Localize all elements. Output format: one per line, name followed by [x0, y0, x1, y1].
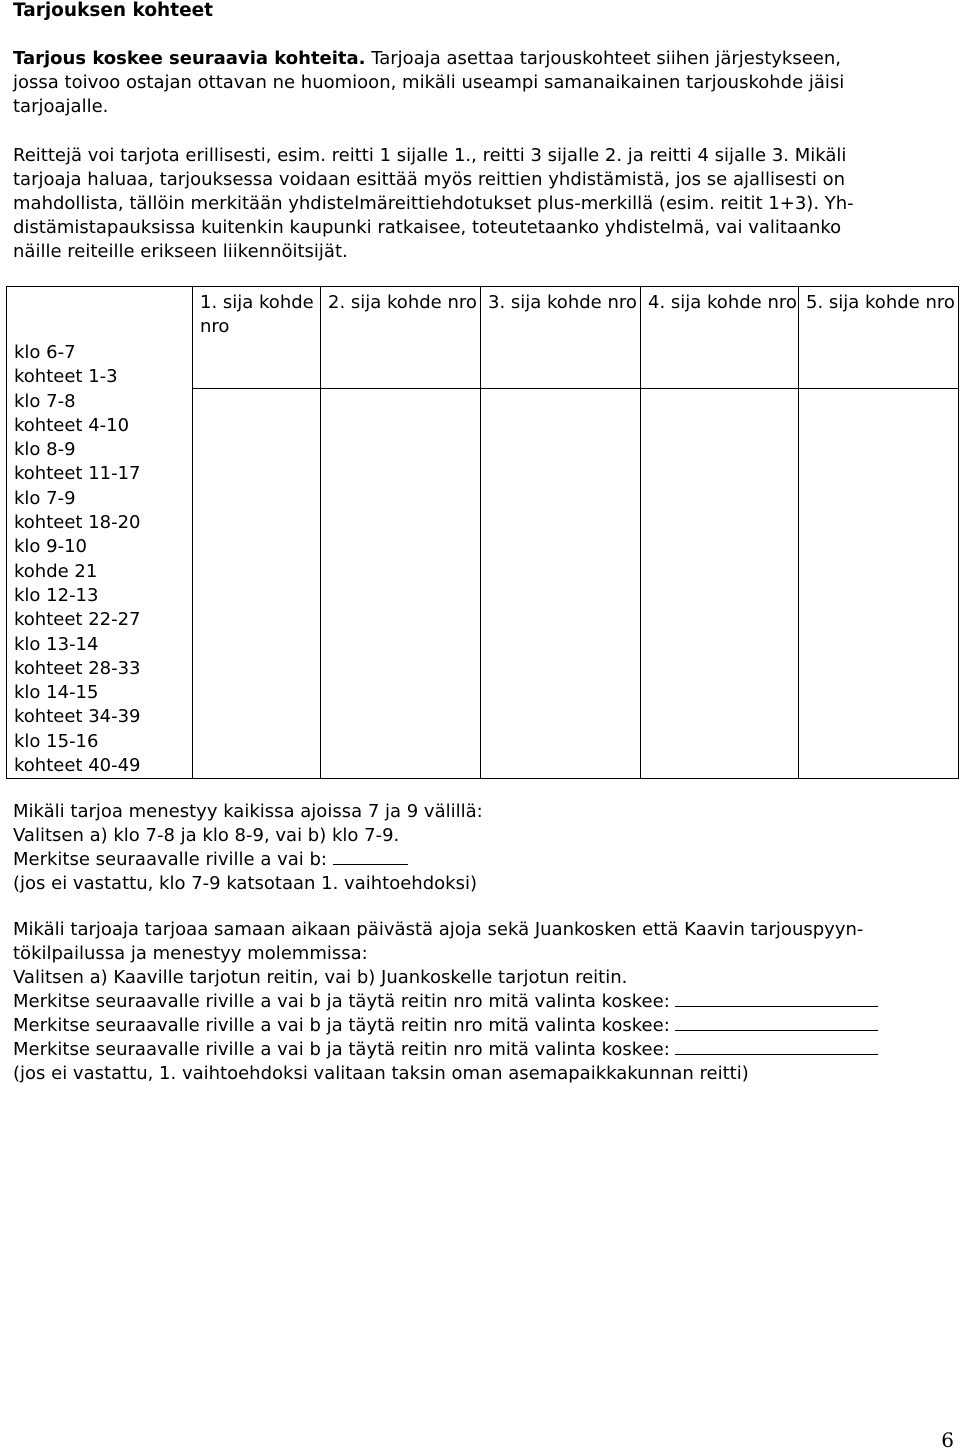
time-slot-line: kohteet 28-33: [14, 657, 141, 679]
section2-line-4: (jos ei vastattu, klo 7-9 katsotaan 1. vaihtoehdoksi): [13, 873, 477, 894]
time-slot-line: kohteet 1-3: [14, 366, 118, 388]
time-slot-line: klo 12-13: [14, 584, 99, 606]
page-number: 6: [941, 1428, 954, 1452]
answer-blank-ab[interactable]: [333, 848, 408, 865]
routes-line-2: tarjoaja haluaa, tarjouksessa voidaan esittää myös reittien yhdistämistä, jos se ajallisesti on: [13, 169, 846, 190]
time-slot-line: kohde 21: [14, 560, 98, 582]
section3-line-1: Mikäli tarjoaja tarjoaa samaan aikaan päivästä ajoja sekä Juankosken että Kaavin tarjouspyyn-: [13, 919, 864, 940]
section3-prompt-1: Merkitse seuraavalle riville a vai b ja täytä reitin nro mitä valinta koskee:: [13, 991, 676, 1012]
header-rank-4: 4. sija kohde nro: [641, 287, 799, 389]
section2-line-3: [13, 848, 408, 872]
time-slot-list: [14, 291, 192, 778]
section3-mark-line-1: [13, 990, 878, 1014]
section3-mark-line-3: [13, 1038, 878, 1062]
section3-line-3: Valitsen a) Kaaville tarjotun reitin, vai b) Juankoskelle tarjotun reitin.: [13, 967, 628, 988]
time-slot-line: klo 15-16: [14, 730, 99, 752]
header-rank-2: 2. sija kohde nro: [321, 287, 481, 389]
time-slot-line: klo 14-15: [14, 682, 99, 704]
table-header-row: [7, 287, 959, 389]
answer-blank-route-1[interactable]: [675, 990, 878, 1007]
entry-rank-5[interactable]: [799, 389, 959, 779]
answer-blank-route-2[interactable]: [675, 1014, 878, 1031]
section3-prompt-2: Merkitse seuraavalle riville a vai b ja täytä reitin nro mitä valinta koskee:: [13, 1015, 676, 1036]
time-slot-cell: [7, 287, 193, 779]
time-slot-line: kohteet 40-49: [14, 755, 141, 777]
offer-ranking-table: [6, 286, 959, 779]
page-title: Tarjouksen kohteet: [13, 0, 214, 21]
answer-blank-route-3[interactable]: [675, 1038, 878, 1055]
routes-line-4: distämistapauksissa kuitenkin kaupunki ratkaisee, toteutetaanko yhdistelmä, vai valitaanko: [13, 217, 842, 238]
section2-line-1: Mikäli tarjoa menestyy kaikissa ajoissa 7 ja 9 välillä:: [13, 801, 483, 822]
time-slot-line: kohteet 4-10: [14, 414, 130, 436]
time-slot-line: kohteet 11-17: [14, 463, 141, 485]
entry-rank-3[interactable]: [481, 389, 641, 779]
time-slot-line: klo 13-14: [14, 633, 99, 655]
section3-mark-line-2: [13, 1014, 878, 1038]
section2-prompt: Merkitse seuraavalle riville a vai b:: [13, 849, 333, 870]
section3-line-7: (jos ei vastattu, 1. vaihtoehdoksi valitaan taksin oman asemapaikkakunnan reitti): [13, 1063, 749, 1084]
header-rank-1: 1. sija kohde nro: [193, 287, 321, 389]
time-slot-line: kohteet 18-20: [14, 512, 141, 534]
entry-rank-1[interactable]: [193, 389, 321, 779]
header-rank-5: 5. sija kohde nro: [799, 287, 959, 389]
intro-bold-lead: Tarjous koskee seuraavia kohteita.: [13, 48, 366, 69]
routes-line-1: Reittejä voi tarjota erillisesti, esim. reitti 1 sijalle 1., reitti 3 sijalle 2. ja reitti 4 sijalle 3. Mikäli: [13, 145, 847, 166]
time-slot-line: kohteet 22-27: [14, 609, 141, 631]
routes-line-5: näille reiteille erikseen liikennöitsijät.: [13, 241, 348, 262]
entry-rank-2[interactable]: [321, 389, 481, 779]
header-rank-3: 3. sija kohde nro: [481, 287, 641, 389]
intro-line-2: jossa toivoo ostajan ottavan ne huomioon, mikäli useampi samanaikainen tarjouskohde jäisi: [13, 72, 845, 93]
time-slot-line: klo 7-9: [14, 487, 76, 509]
time-slot-line: klo 6-7: [14, 342, 76, 363]
time-slot-line: klo 8-9: [14, 439, 76, 461]
routes-line-3: mahdollista, tällöin merkitään yhdistelmäreittiehdotukset plus-merkillä (esim. reitit 1+3). Yh-: [13, 193, 854, 214]
time-slot-line: klo 9-10: [14, 536, 88, 558]
section3-line-2: tökilpailussa ja menestyy molemmissa:: [13, 943, 368, 964]
intro-line-1-rest: Tarjoaja asettaa tarjouskohteet siihen järjestykseen,: [365, 48, 842, 69]
intro-line-1: [13, 47, 841, 71]
time-slot-line: kohteet 34-39: [14, 706, 141, 728]
section2-line-2: Valitsen a) klo 7-8 ja klo 8-9, vai b) klo 7-9.: [13, 825, 400, 846]
entry-rank-4[interactable]: [641, 389, 799, 779]
time-slot-line: klo 7-8: [14, 390, 76, 412]
section3-prompt-3: Merkitse seuraavalle riville a vai b ja täytä reitin nro mitä valinta koskee:: [13, 1039, 676, 1060]
intro-line-3: tarjoajalle.: [13, 96, 109, 117]
